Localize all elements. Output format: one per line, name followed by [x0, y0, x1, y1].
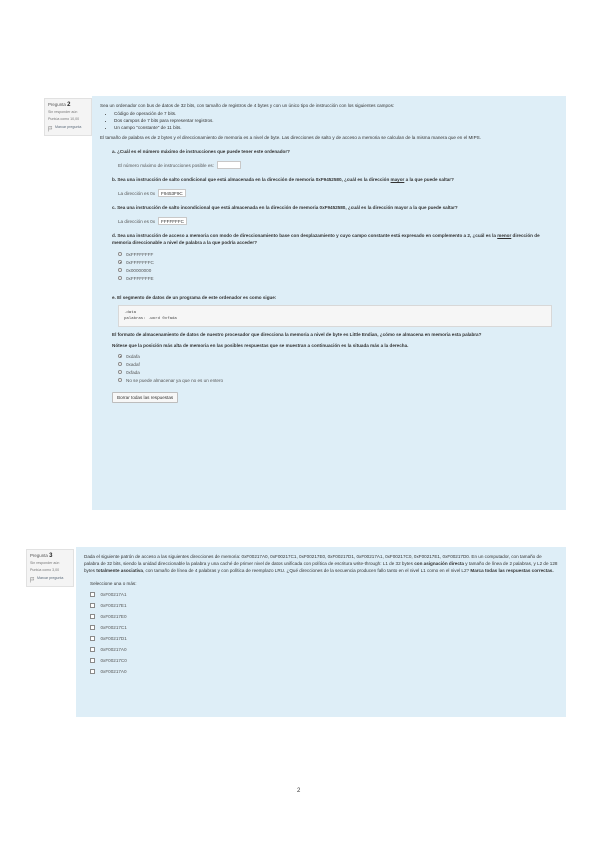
q2-info-box [44, 98, 92, 136]
checkbox[interactable] [90, 669, 95, 674]
radio-button[interactable] [118, 362, 122, 366]
option-d-3[interactable]: 0xFFFFFFFE [118, 274, 558, 282]
checkbox[interactable] [90, 658, 95, 663]
subquestion-b-text: b. Sea una instrucción de salto condicional que está almacenada en la dirección de memoria 0xF9452580, ¿cuál es la dirección mayor a la que puede saltar? [112, 177, 454, 182]
bullet-item: • Código de operación de 7 bits. [114, 110, 558, 117]
code-block [118, 305, 552, 327]
option-e-0[interactable]: 0xdafa [118, 352, 558, 360]
radio-button[interactable] [118, 276, 122, 280]
radio-button-selected[interactable] [118, 354, 122, 358]
subquestion-d-text: d. Sea una instrucción de acceso a memoria con modo de direccionamiento base con desplazamiento y cuyo campo constante está expresado en complemento a 2, ¿cuál es la menor dirección de memoria direccionable a nivel de palabra a la que podría acceder? [112, 233, 540, 245]
checkbox-option[interactable]: 0xF00217D1 [90, 633, 558, 644]
checkbox-option[interactable]: 0xF00217A1 [90, 589, 558, 600]
checkbox-option[interactable]: 0xF00217C1 [90, 622, 558, 633]
option-d-2[interactable]: 0x00000000 [118, 266, 558, 274]
subquestion-a [112, 148, 558, 169]
subquestion-e-text: e. El segmento de datos de un programa de este ordenador es como sigue: [112, 295, 277, 300]
option-e-3[interactable]: No se puede almacenar ya que no es un entero [118, 376, 558, 384]
checkbox-option[interactable]: 0xF00217E0 [90, 611, 558, 622]
radio-button[interactable] [118, 268, 122, 272]
radio-button[interactable] [118, 378, 122, 382]
q2-number: Pregunta 2 [48, 102, 71, 108]
option-d-1[interactable]: 0xFFFFFFFC [118, 258, 558, 266]
checkbox[interactable] [90, 636, 95, 641]
flag-icon [48, 126, 53, 132]
checkbox[interactable] [90, 625, 95, 630]
flag-icon [30, 577, 35, 583]
checkbox-option[interactable]: 0xF00217A0 [90, 644, 558, 655]
answer-label: La dirección es 0x [118, 218, 156, 224]
subquestion-a-text: a. ¿Cuál es el número máximo de instrucciones que puede tener este ordenador? [112, 149, 290, 154]
q3-status: Sin responder aún [30, 561, 60, 565]
q3-points: Puntúa como 3,00 [30, 568, 60, 572]
clear-answers-button[interactable]: Borrar todas las respuestas [112, 392, 178, 403]
answer-label: El número máximo de instrucciones posible es: [118, 162, 215, 168]
checkbox[interactable] [90, 592, 95, 597]
q2-content [92, 96, 566, 510]
bullet-item: • Dos campos de 7 bits para representar registros. [114, 117, 558, 124]
radio-button[interactable] [118, 252, 122, 256]
page-number: 2 [297, 788, 301, 794]
subquestion-e-text1: El formato de almacenamiento de datos de nuestro procesador que direcciona la memoria a nivel de byte es Little Endian, ¿cómo se almacena en memoria esta palabra? [112, 332, 482, 337]
option-e-1[interactable]: 0xadaf [118, 360, 558, 368]
subquestion-e-text2: Nótese que la posición más alta de memoria en las posibles respuestas que se muestran a continuación es la situada más a la derecha. [112, 343, 409, 348]
q2-note: El tamaño de palabra es de 2 bytes y el direccionamiento de memoria es a nivel de byte. Las direcciones de salto y de acceso a memoria se calculan de la misma manera que en el MIPS. [100, 135, 481, 140]
radio-button-selected[interactable] [118, 260, 122, 264]
q3-info-box [26, 549, 74, 587]
subquestion-c [112, 204, 558, 225]
q2-bullets [114, 110, 558, 131]
option-d-0[interactable]: 0xFFFFFFFF [118, 250, 558, 258]
checkbox-option[interactable]: 0xF00217A0 [90, 666, 558, 677]
q2-flag-link[interactable]: Marcar pregunta [48, 125, 88, 132]
checkbox-option[interactable]: 0xF00217C0 [90, 655, 558, 666]
checkbox[interactable] [90, 647, 95, 652]
q3-number: Pregunta 3 [30, 553, 53, 559]
q3-text: Dada el siguiente patrón de acceso a las siguientes direcciones de memoria: 0xF00217A0, 0xF00217C1, 0xF00217E0, 0xF00217D1, 0xF00217A1, 0xF00217C0, 0xF00217E1, 0xF00217D0. En un computador, con tamaño de palabra de 32 bits, siendo la unidad direccionable la palabra y una caché de primer nivel de datos unificada con política de escritura write-through: L1 de 32 bytes con asignación directa y tamaño de línea de 2 palabras, y L2 de 128 bytes totalmente asociativa, con tamaño de línea de 4 palabras y con política de reemplazo LRU. ¿Qué direcciones de la secuencia producen fallo tanto en el nivel L1 como en el nivel L2? Marca todas las respuestas correctas. [84, 554, 558, 573]
answer-b-input[interactable]: F9453F9C [158, 189, 186, 197]
bullet-item: • Un campo "constante" de 11 bits. [114, 124, 558, 131]
code-line: palabras: .word 0xfada [124, 317, 177, 321]
subquestion-e [112, 294, 558, 403]
q2-intro: Sea un ordenador con bus de datos de 32 bits, con tamaño de registros de 4 bytes y con un único tipo de instrucción con los siguientes campos: [100, 103, 395, 108]
subquestion-b [112, 176, 558, 197]
checkbox[interactable] [90, 603, 95, 608]
q3-select-label: Seleccione una o más: [90, 581, 137, 586]
answer-label: La dirección es 0x [118, 190, 156, 196]
checkbox[interactable] [90, 614, 95, 619]
answer-a-input[interactable] [217, 161, 241, 169]
answer-c-input[interactable]: FFFFFFFC [158, 217, 187, 225]
radio-button[interactable] [118, 370, 122, 374]
q2-status: Sin responder aún [48, 110, 78, 114]
subquestion-c-text: c. Sea una instrucción de salto incondicional que está almacenada en la dirección de memoria 0xF9452580, ¿cuál es la dirección mayor a la que puede saltar? [112, 205, 458, 210]
q2-points: Puntúa como 10,00 [48, 117, 80, 121]
q3-flag-link[interactable]: Marcar pregunta [30, 576, 70, 583]
subquestion-d [112, 232, 558, 282]
checkbox-option[interactable]: 0xF00217E1 [90, 600, 558, 611]
option-e-2[interactable]: 0xfada [118, 368, 558, 376]
q3-content [76, 547, 566, 717]
code-line: .data [124, 311, 137, 315]
